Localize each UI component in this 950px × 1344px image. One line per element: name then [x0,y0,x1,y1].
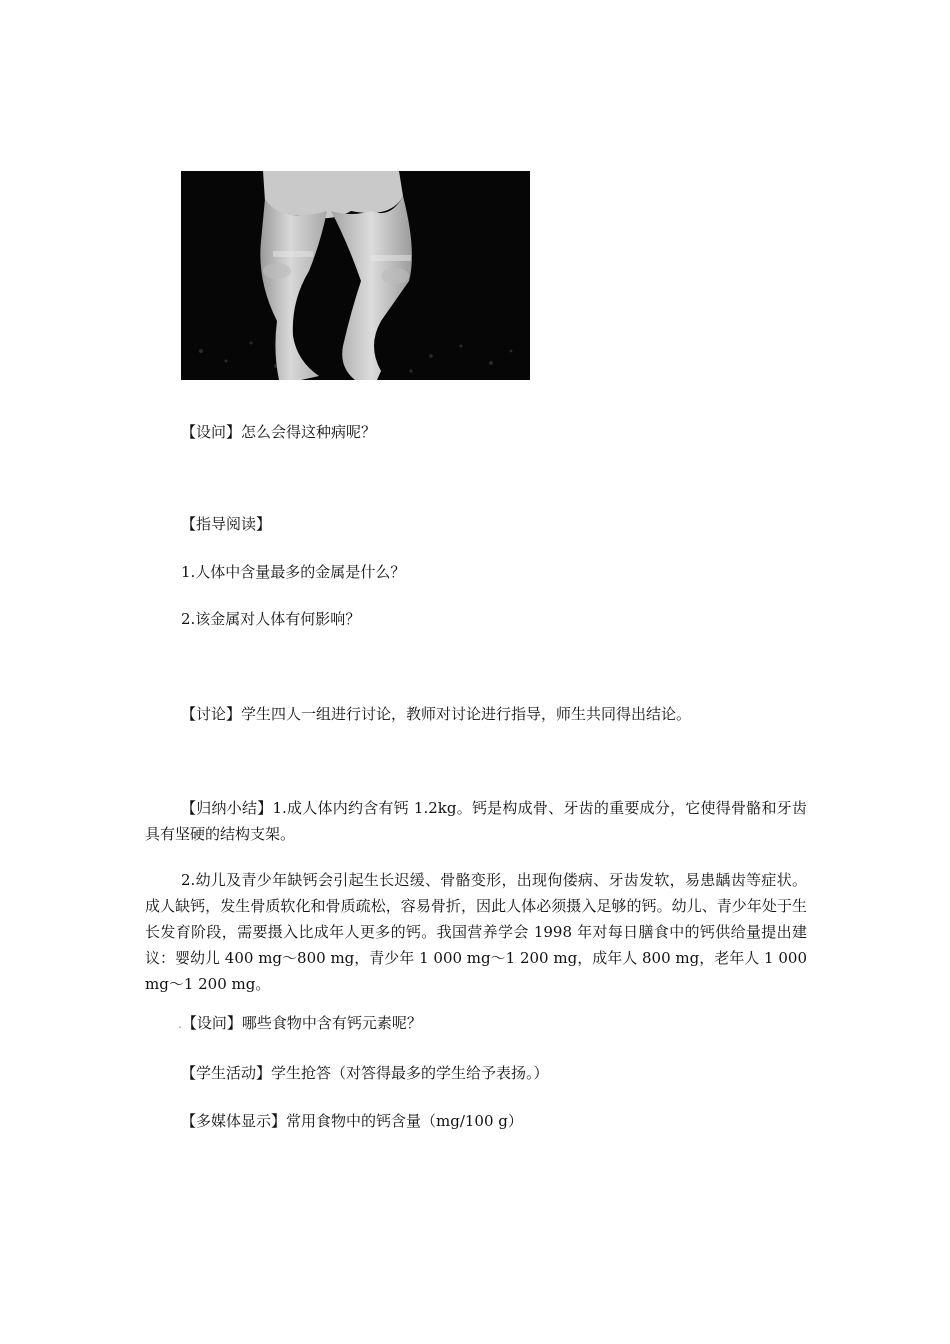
legs-illustration [181,171,530,380]
reading-question-1: 1.人体中含量最多的金属是什么？ [181,563,406,581]
question-2-text: 【设问】哪些食物中含有钙元素呢？ [181,1014,422,1032]
discussion-line: 【讨论】学生四人一组进行讨论，教师对讨论进行指导，师生共同得出结论。 [181,705,692,723]
student-activity-line: 【学生活动】学生抢答（对答得最多的学生给予表扬。） [181,1064,549,1082]
summary-paragraph-1: 【归纳小结】1.成人体内约含有钙 1.2kg。钙是构成骨、牙齿的重要成分，它使得骨骼和牙齿具有坚硬的结构支架。 [145,799,807,843]
question-2 [178,1013,422,1034]
rickets-legs-photo [181,171,530,380]
multimedia-display-line: 【多媒体显示】常用食物中的钙含量（mg/100 g） [181,1112,523,1130]
guided-reading-heading: 【指导阅读】 [181,515,272,533]
summary-paragraph-2: 2.幼儿及青少年缺钙会引起生长迟缓、骨骼变形，出现佝偻病、牙齿发软，易患龋齿等症状。成人缺钙，发生骨质软化和骨质疏松，容易骨折，因此人体必须摄入足够的钙。幼儿、青少年处于生长发育阶段，需要摄入比成年人更多的钙。我国营养学会 1998 年对每日膳食中的钙供给量提出建议：婴幼儿 400 mg～800 mg，青少年 1 000 mg～1 200 mg，成年人 800 mg，老年人 1 000 mg～1 200 mg。 [145,871,807,993]
question-1: 【设问】怎么会得这种病呢？ [181,423,377,441]
edit-mark: . [178,1017,182,1031]
reading-question-2: 2.该金属对人体有何影响？ [181,610,361,628]
